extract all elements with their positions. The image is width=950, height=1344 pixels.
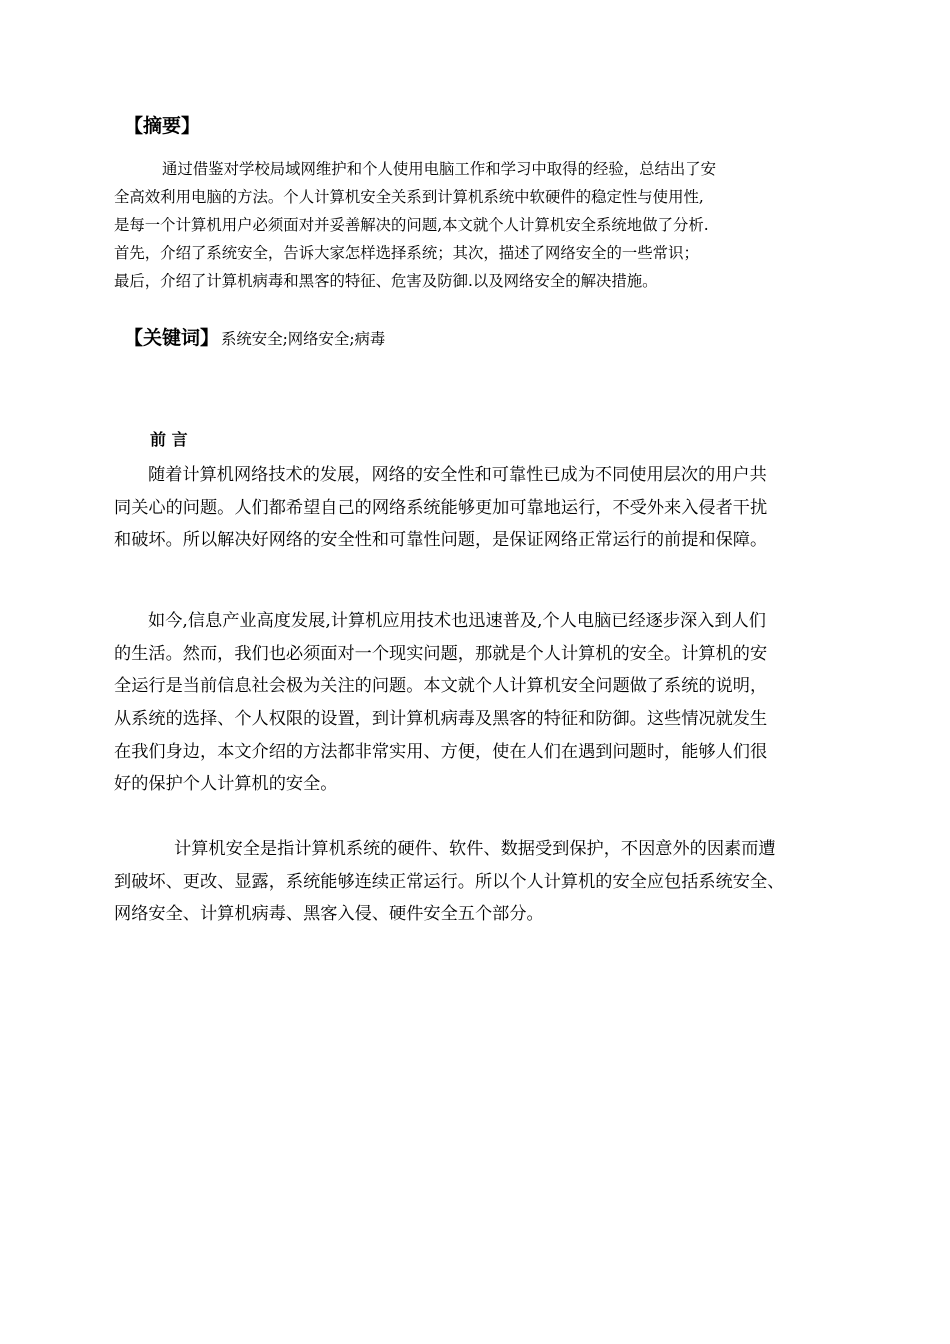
abstract-heading: 【摘要】: [124, 115, 201, 137]
preface-paragraph-1: [114, 459, 884, 557]
paragraph-line: 如今,信息产业高度发展,计算机应用技术也迅速普及,个人电脑已经逐步深入到人们: [148, 611, 766, 631]
preface-paragraph-2: [114, 605, 884, 801]
keywords-row: [124, 323, 385, 354]
paragraph-line: 在我们身边，本文介绍的方法都非常实用、方便，使在人们在遇到问题时，能够人们很: [114, 741, 768, 762]
paragraph-line: 和破坏。所以解决好网络的安全性和可靠性问题，是保证网络正常运行的前提和保障。: [114, 530, 768, 551]
paragraph-line: 同关心的问题。人们都希望自己的网络系统能够更加可靠地运行，不受外来入侵者干扰: [114, 497, 768, 518]
paragraph-line: 到破坏、更改、显露，系统能够连续正常运行。所以个人计算机的安全应包括系统安全、: [114, 871, 785, 892]
abstract-line: 通过借鉴对学校局域网维护和个人使用电脑工作和学习中取得的经验，总结出了安: [162, 160, 717, 178]
paragraph-line: 的生活。然而，我们也必须面对一个现实问题，那就是个人计算机的安全。计算机的安: [114, 643, 768, 664]
paragraph-line: 从系统的选择、个人权限的设置，到计算机病毒及黑客的特征和防御。这些情况就发生: [114, 709, 768, 730]
keywords-values: 系统安全;网络安全;病毒: [221, 330, 386, 348]
abstract-line: 最后，介绍了计算机病毒和黑客的特征、危害及防御.以及网络安全的解决措施。: [114, 272, 658, 290]
paragraph-line: 随着计算机网络技术的发展，网络的安全性和可靠性已成为不同使用层次的用户共: [148, 465, 767, 485]
abstract-line: 是每一个计算机用户必须面对并妥善解决的问题,本文就个人计算机安全系统地做了分析.: [114, 216, 709, 234]
abstract-body: [114, 155, 874, 295]
preface-paragraph-3: [114, 833, 884, 931]
paragraph-line: 网络安全、计算机病毒、黑客入侵、硬件安全五个部分。: [114, 904, 544, 925]
paragraph-line: 计算机安全是指计算机系统的硬件、软件、数据受到保护，不因意外的因素而遭: [174, 839, 776, 859]
preface-heading: 前 言: [150, 430, 188, 449]
abstract-line: 首先，介绍了系统安全，告诉大家怎样选择系统；其次，描述了网络安全的一些常识；: [114, 244, 699, 262]
paragraph-line: 好的保护个人计算机的安全。: [114, 774, 338, 795]
paragraph-line: 全运行是当前信息社会极为关注的问题。本文就个人计算机安全问题做了系统的说明，: [114, 676, 768, 697]
abstract-line: 全高效利用电脑的方法。个人计算机安全关系到计算机系统中软硬件的稳定性与使用性,: [114, 188, 704, 206]
keywords-label: 【关键词】: [124, 327, 220, 349]
